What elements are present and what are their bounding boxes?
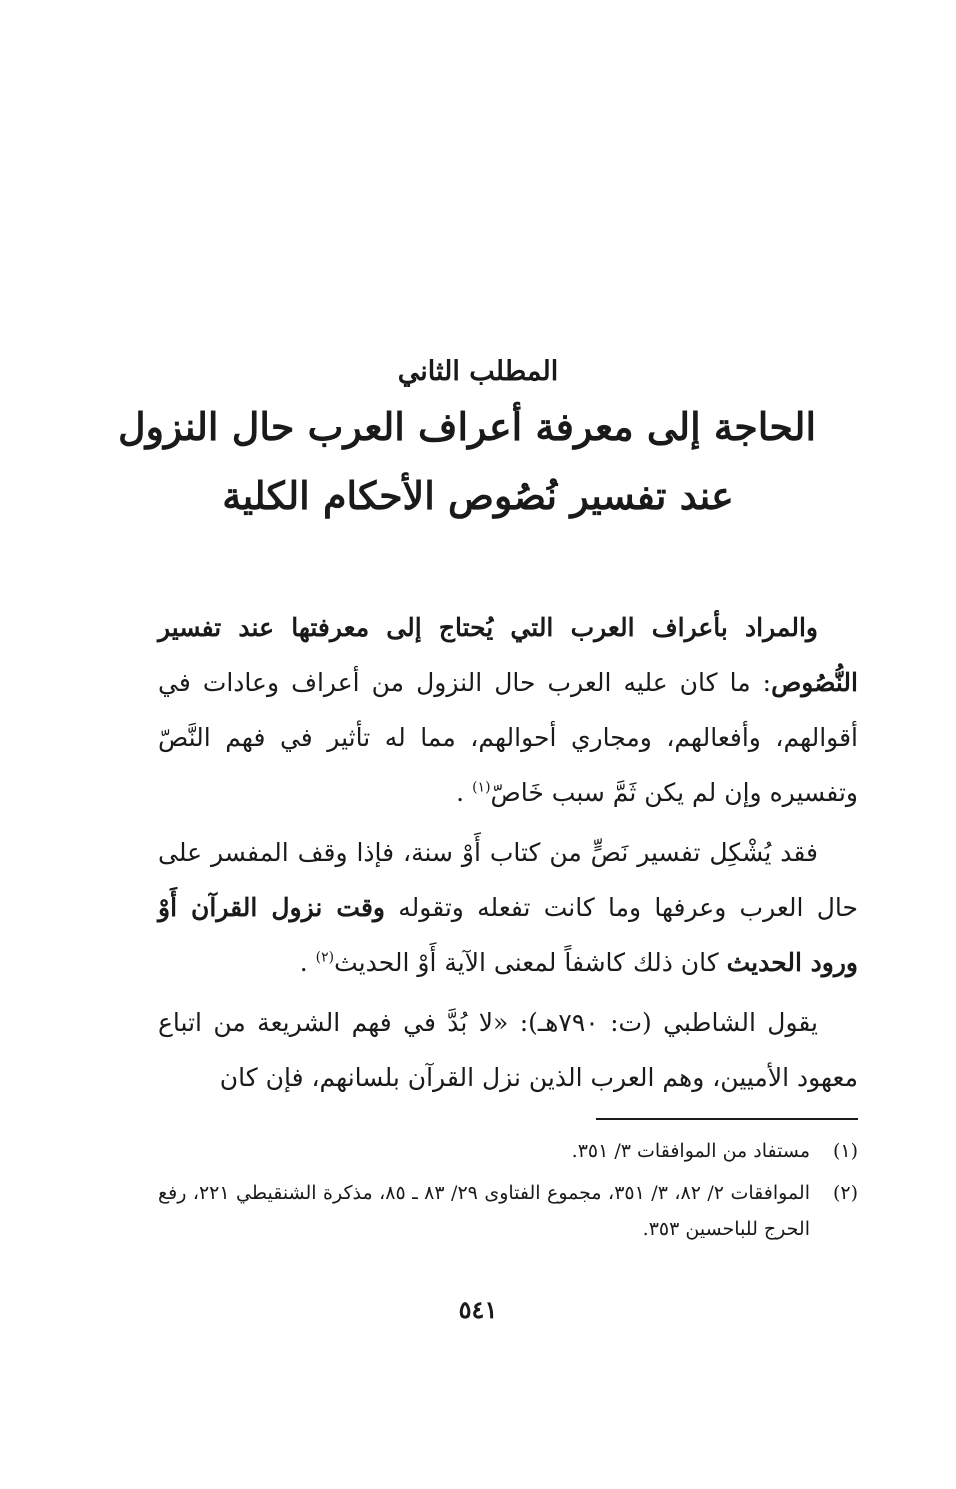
footnote-1 (158, 1133, 858, 1169)
paragraph-1-end: . (456, 778, 473, 807)
footnote-1-number: (١) (832, 1140, 858, 1162)
paragraph-2-text-a: فقد يُشْكِل تفسير نَصٍّ من كتاب أَوْ سنة، فإذا وقف المفسر على حال العرب وعرفها وما كانت تفعله وتقوله (158, 838, 859, 922)
footnote-2-number: (٢) (832, 1182, 858, 1204)
footnotes (158, 1133, 858, 1253)
footnote-2 (158, 1175, 858, 1247)
footnote-divider (596, 1118, 858, 1120)
paragraph-1-text: : ما كان عليه العرب حال النزول من أعراف وعادات في أقوالهم، وأفعالهم، ومجاري أحوالهم، مما له تأثير في فهم النَّصّ وتفسيره وإن لم يكن ثَمَّ سبب خَاصّ (158, 668, 858, 807)
footnote-ref-2[interactable]: (٢) (315, 949, 335, 966)
section-label: المطلب الثاني (397, 356, 559, 387)
paragraph-1-lead: والمراد بأعراف العرب التي يُحتاج إلى معرفتها عند تفسير النُّصُوص (158, 613, 858, 697)
chapter-heading-line-2: عند تفسير نُصُوص الأحكام الكلية (222, 473, 734, 518)
paragraph-3-text: يقول الشاطبي (ت: ٧٩٠هـ): «لا بُدَّ في فهم الشريعة من اتباع معهود الأميين، وهم العرب الذين نزل القرآن بلسانهم، فإن كان (158, 1008, 858, 1092)
paragraph-2-end: . (299, 948, 316, 977)
paragraph-2-bold: وقت نزول القرآن أَوْ ورود الحديث (158, 893, 858, 977)
page-number: ٥٤١ (458, 1295, 498, 1324)
footnote-1-text: مستفاد من الموافقات ٣/ ٣٥١. (571, 1140, 810, 1162)
footnote-ref-1[interactable]: (١) (472, 779, 491, 796)
chapter-heading-line-1: الحاجة إلى معرفة أعراف العرب حال النزول (117, 404, 816, 449)
paragraph-3 (158, 995, 858, 1105)
paragraph-2 (158, 825, 858, 990)
paragraph-1 (158, 600, 858, 820)
paragraph-2-text-b: كان ذلك كاشفاً لمعنى الآية أَوْ الحديث (334, 948, 727, 977)
footnote-2-text: الموافقات ٢/ ٨٢، ٣/ ٣٥١، مجموع الفتاوى ٢٩/ ٨٣ ـ ٨٥، مذكرة الشنقيطي ٢٢١، رفع الحرج للباحسين ٣٥٣. (158, 1182, 810, 1240)
